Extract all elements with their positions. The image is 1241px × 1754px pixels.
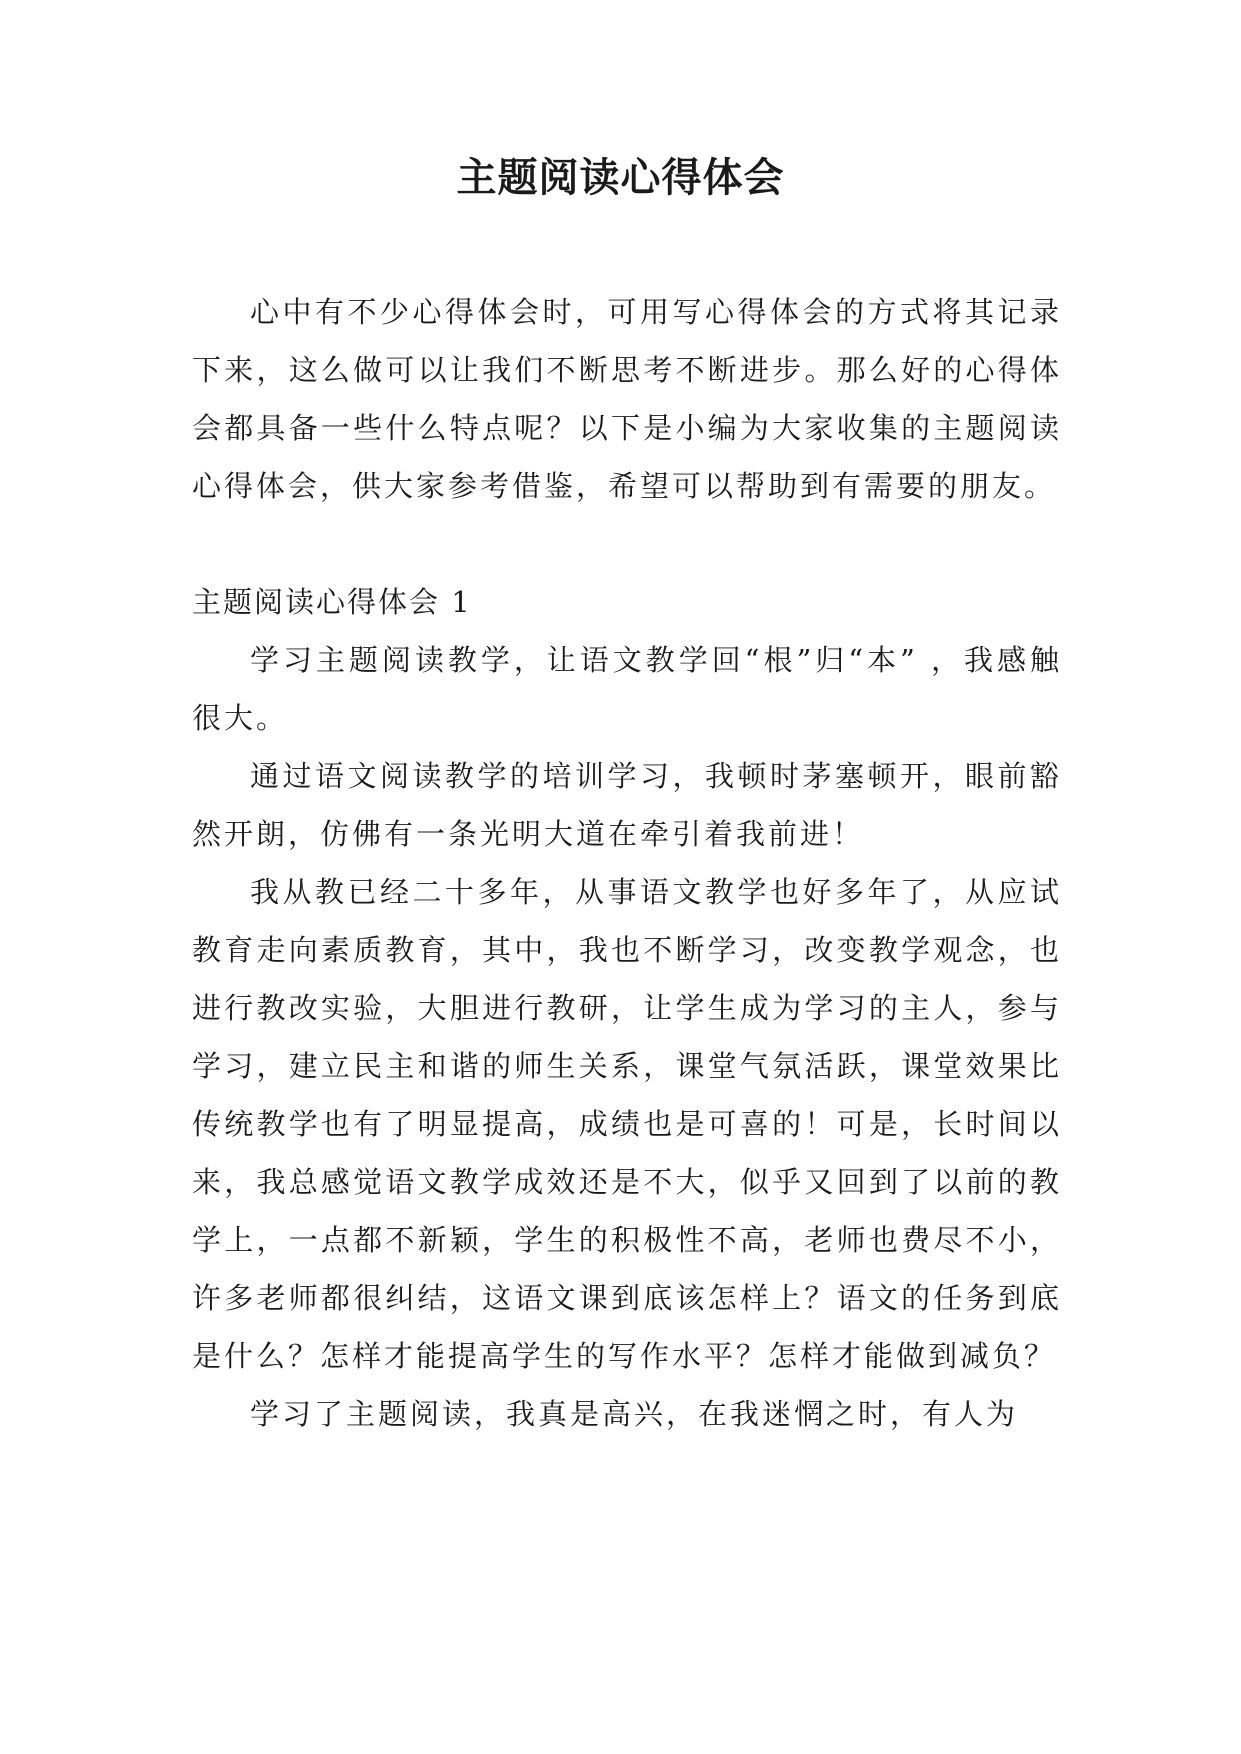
document-body	[192, 283, 1062, 1443]
body-paragraph-2: 通过语文阅读教学的培训学习，我顿时茅塞顿开，眼前豁然开朗，仿佛有一条光明大道在牵引着我前进！	[192, 759, 1062, 851]
body-paragraph-3: 我从教已经二十多年，从事语文教学也好多年了，从应试教育走向素质教育，其中，我也不断学习，改变教学观念，也进行教改实验，大胆进行教研，让学生成为学习的主人，参与学习，建立民主和谐的师生关系，课堂气氛活跃，课堂效果比传统教学也有了明显提高，成绩也是可喜的！可是，长时间以来，我总感觉语文教学成效还是不大，似乎又回到了以前的教学上，一点都不新颖，学生的积极性不高，老师也费尽不小，许多老师都很纠结，这语文课到底该怎样上？语文的任务到底是什么？怎样才能提高学生的写作水平？怎样才能做到减负？	[192, 875, 1062, 1373]
document-title: 主题阅读心得体会	[456, 154, 785, 201]
body-paragraph-4: 学习了主题阅读，我真是高兴，在我迷惘之时，有人为	[250, 1397, 1019, 1431]
section-heading: 主题阅读心得体会 1	[192, 585, 472, 619]
intro-paragraph: 心中有不少心得体会时，可用写心得体会的方式将其记录下来，这么做可以让我们不断思考不断进步。那么好的心得体会都具备一些什么特点呢？以下是小编为大家收集的主题阅读心得体会，供大家参考借鉴，希望可以帮助到有需要的朋友。	[192, 295, 1062, 503]
body-paragraph-1: 学习主题阅读教学，让语文教学回“根”归“本” ，我感触很大。	[192, 643, 1062, 735]
